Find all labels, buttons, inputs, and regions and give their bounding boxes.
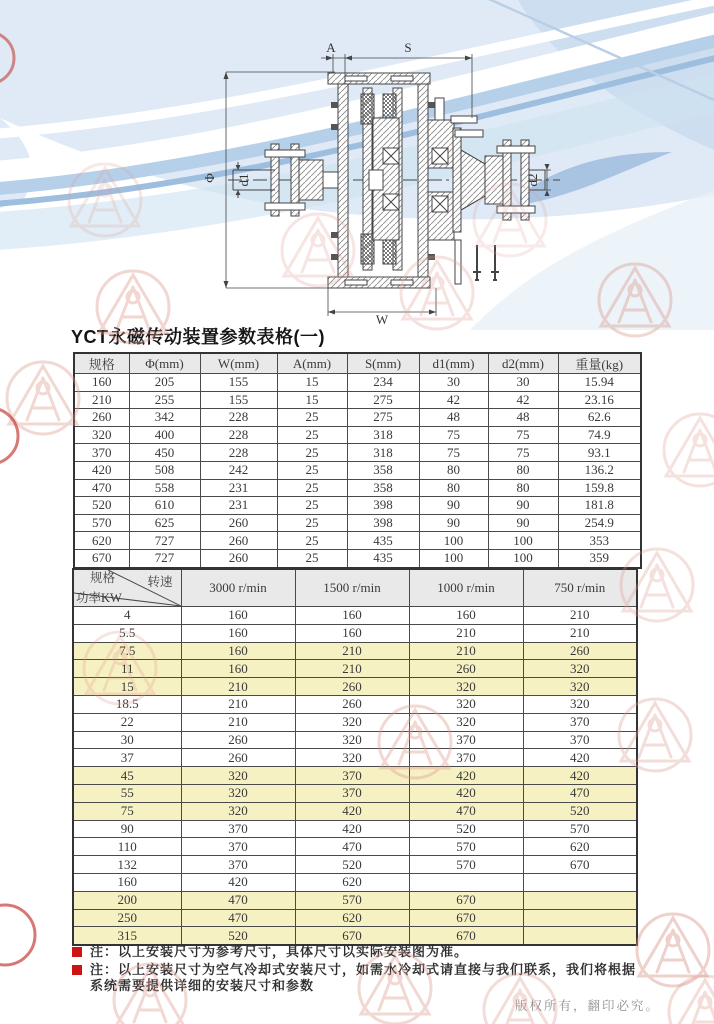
table-cell: 23.16 — [558, 391, 641, 409]
table-row — [73, 607, 637, 625]
table-row — [73, 642, 637, 660]
table-cell: 210 — [74, 391, 129, 409]
column-header: Φ(mm) — [129, 353, 200, 374]
table-cell: 315 — [73, 927, 181, 945]
table-cell: 670 — [295, 927, 409, 945]
table-cell: 420 — [74, 461, 129, 479]
notes-section — [72, 944, 644, 996]
table-cell: 435 — [347, 532, 419, 550]
table-cell: 210 — [523, 607, 637, 625]
table-cell: 275 — [347, 391, 419, 409]
table-cell: 210 — [295, 642, 409, 660]
table-cell: 25 — [277, 497, 347, 515]
table-cell: 420 — [181, 873, 295, 891]
table-cell: 93.1 — [558, 444, 641, 462]
table-row — [73, 713, 637, 731]
table-cell: 420 — [295, 820, 409, 838]
table-cell: 370 — [523, 713, 637, 731]
table-cell: 358 — [347, 479, 419, 497]
table-row — [73, 749, 637, 767]
table-cell: 210 — [295, 660, 409, 678]
table-cell: 320 — [181, 802, 295, 820]
table-row — [73, 731, 637, 749]
table-cell: 420 — [523, 749, 637, 767]
table-cell: 620 — [74, 532, 129, 550]
table-row — [73, 838, 637, 856]
table-cell: 7.5 — [73, 642, 181, 660]
table-row — [73, 678, 637, 696]
table-cell: 90 — [419, 497, 488, 515]
table-cell: 470 — [409, 802, 523, 820]
table-cell: 75 — [488, 444, 558, 462]
table-cell: 508 — [129, 461, 200, 479]
table-cell: 75 — [73, 802, 181, 820]
table-cell: 570 — [409, 856, 523, 874]
table-cell: 200 — [73, 891, 181, 909]
table-cell: 260 — [200, 514, 277, 532]
table-cell: 90 — [488, 514, 558, 532]
corner-label-power: 功率KW — [76, 591, 122, 605]
column-header: S(mm) — [347, 353, 419, 374]
table-row — [74, 374, 641, 392]
table-row — [74, 479, 641, 497]
table-cell: 400 — [129, 426, 200, 444]
table-cell: 520 — [295, 856, 409, 874]
table-cell: 370 — [181, 856, 295, 874]
table-cell: 48 — [419, 409, 488, 427]
table-cell: 25 — [277, 461, 347, 479]
table-cell: 160 — [74, 374, 129, 392]
table-cell: 160 — [409, 607, 523, 625]
table-cell: 160 — [295, 607, 409, 625]
note-bullet-square — [72, 947, 82, 957]
table-cell — [523, 873, 637, 891]
dimensions-parameters-table — [73, 352, 642, 569]
table-cell: 670 — [409, 927, 523, 945]
table-cell: 210 — [409, 642, 523, 660]
table-cell: 25 — [277, 514, 347, 532]
table-cell: 670 — [74, 549, 129, 567]
table-cell: 160 — [181, 642, 295, 660]
copyright-text: 版权所有，翻印必究。 — [514, 999, 660, 1013]
coupling-cross-section-diagram — [185, 32, 570, 324]
corner-label-spec: 规格 — [90, 571, 116, 585]
dim-label-s: S — [404, 40, 412, 55]
table-cell — [523, 909, 637, 927]
table-cell: 210 — [523, 624, 637, 642]
table-row — [73, 784, 637, 802]
corner-label-speed: 转速 — [147, 575, 173, 589]
table-cell: 370 — [74, 444, 129, 462]
table-cell: 470 — [181, 891, 295, 909]
table-cell: 470 — [74, 479, 129, 497]
table-cell: 231 — [200, 479, 277, 497]
table-cell: 275 — [347, 409, 419, 427]
column-header: d2(mm) — [488, 353, 558, 374]
table-cell: 260 — [523, 642, 637, 660]
table-cell: 370 — [181, 838, 295, 856]
table-cell: 320 — [523, 660, 637, 678]
table-cell: 228 — [200, 409, 277, 427]
dim-label-w: W — [375, 312, 389, 324]
dim-label-d1: d1 — [236, 173, 251, 187]
table-cell: 610 — [129, 497, 200, 515]
table-cell: 320 — [409, 713, 523, 731]
table-cell: 80 — [488, 479, 558, 497]
table-cell: 37 — [73, 749, 181, 767]
table-cell: 470 — [181, 909, 295, 927]
table-cell: 160 — [181, 624, 295, 642]
table-cell: 25 — [277, 444, 347, 462]
table-cell: 570 — [523, 820, 637, 838]
table-cell: 450 — [129, 444, 200, 462]
table-row — [74, 514, 641, 532]
table-cell — [523, 927, 637, 945]
table-cell: 242 — [200, 461, 277, 479]
table-cell: 570 — [74, 514, 129, 532]
table-cell: 160 — [181, 607, 295, 625]
table-cell: 155 — [200, 374, 277, 392]
table-cell: 25 — [277, 549, 347, 567]
table-row — [73, 767, 637, 785]
table-cell: 358 — [347, 461, 419, 479]
table-cell: 260 — [409, 660, 523, 678]
table-row — [74, 444, 641, 462]
table-cell: 25 — [277, 426, 347, 444]
table-cell — [409, 873, 523, 891]
table-cell: 155 — [200, 391, 277, 409]
table-row — [73, 820, 637, 838]
table-cell: 320 — [523, 678, 637, 696]
table-cell: 15 — [277, 374, 347, 392]
table-row — [73, 695, 637, 713]
corner-header-cell — [73, 569, 181, 607]
table-cell: 398 — [347, 514, 419, 532]
table-cell: 320 — [295, 731, 409, 749]
note-bullet-square — [72, 965, 82, 975]
table-cell: 25 — [277, 532, 347, 550]
column-header: 重量(kg) — [558, 353, 641, 374]
table-cell: 558 — [129, 479, 200, 497]
power-speed-table — [72, 568, 638, 946]
table-cell: 160 — [181, 660, 295, 678]
table-cell: 110 — [73, 838, 181, 856]
table-cell: 100 — [488, 549, 558, 567]
table-cell: 42 — [488, 391, 558, 409]
table-cell: 11 — [73, 660, 181, 678]
table-row — [73, 624, 637, 642]
table-row — [73, 927, 637, 945]
table-header-row — [73, 569, 637, 607]
table-cell: 160 — [73, 873, 181, 891]
table-cell: 80 — [419, 479, 488, 497]
page-title: YCT永磁传动装置参数表格(一) — [71, 327, 325, 347]
table-cell: 132 — [73, 856, 181, 874]
table-cell: 520 — [523, 802, 637, 820]
table-cell: 75 — [488, 426, 558, 444]
table-cell: 48 — [488, 409, 558, 427]
note-text: 注：以上安装尺寸为参考尺寸，具体尺寸以实际安装图为准。 — [90, 944, 469, 959]
table-cell: 420 — [523, 767, 637, 785]
table-row — [73, 909, 637, 927]
table-cell: 5.5 — [73, 624, 181, 642]
table-cell: 210 — [181, 695, 295, 713]
table-cell: 353 — [558, 532, 641, 550]
table-cell — [523, 891, 637, 909]
table-cell: 80 — [419, 461, 488, 479]
table-cell: 136.2 — [558, 461, 641, 479]
table-cell: 55 — [73, 784, 181, 802]
table-cell: 727 — [129, 549, 200, 567]
table-cell: 228 — [200, 426, 277, 444]
table-cell: 205 — [129, 374, 200, 392]
column-header: W(mm) — [200, 353, 277, 374]
table-cell: 210 — [181, 713, 295, 731]
table-cell: 100 — [488, 532, 558, 550]
table-cell: 75 — [419, 444, 488, 462]
table-cell: 320 — [295, 713, 409, 731]
table-cell: 90 — [73, 820, 181, 838]
table-cell: 181.8 — [558, 497, 641, 515]
table-cell: 670 — [409, 891, 523, 909]
table-cell: 4 — [73, 607, 181, 625]
table-cell: 255 — [129, 391, 200, 409]
table-cell: 231 — [200, 497, 277, 515]
column-header: 1000 r/min — [409, 569, 523, 607]
note-item — [72, 944, 644, 961]
table-cell: 420 — [409, 767, 523, 785]
table-cell: 15 — [277, 391, 347, 409]
column-header: A(mm) — [277, 353, 347, 374]
table-cell: 670 — [523, 856, 637, 874]
table-cell: 342 — [129, 409, 200, 427]
table-cell: 30 — [488, 374, 558, 392]
table-row — [73, 873, 637, 891]
table-cell: 370 — [523, 731, 637, 749]
table-row — [74, 391, 641, 409]
table-cell: 15 — [73, 678, 181, 696]
column-header: 1500 r/min — [295, 569, 409, 607]
table-cell: 318 — [347, 426, 419, 444]
table-cell: 620 — [523, 838, 637, 856]
table-cell: 370 — [181, 820, 295, 838]
table-cell: 320 — [409, 695, 523, 713]
table-row — [74, 549, 641, 567]
table-cell: 420 — [295, 802, 409, 820]
table-cell: 520 — [181, 927, 295, 945]
table-cell: 435 — [347, 549, 419, 567]
table-row — [74, 497, 641, 515]
dim-label-phi: Φ — [202, 173, 217, 183]
table-cell: 250 — [73, 909, 181, 927]
table-cell: 727 — [129, 532, 200, 550]
table-cell: 670 — [409, 909, 523, 927]
table-cell: 15.94 — [558, 374, 641, 392]
table-cell: 25 — [277, 479, 347, 497]
table-cell: 159.8 — [558, 479, 641, 497]
note-text: 注：以上安装尺寸为空气冷却式安装尺寸，如需水冷却式请直接与我们联系，我们将根据系统需要提供详细的安装尺寸和参数 — [90, 961, 637, 993]
table-cell: 260 — [295, 695, 409, 713]
table-cell: 320 — [181, 767, 295, 785]
table-cell: 260 — [181, 749, 295, 767]
table-cell: 74.9 — [558, 426, 641, 444]
column-header: 规格 — [74, 353, 129, 374]
column-header: d1(mm) — [419, 353, 488, 374]
table-cell: 260 — [200, 549, 277, 567]
table-cell: 470 — [295, 838, 409, 856]
table-cell: 520 — [74, 497, 129, 515]
table-row — [74, 532, 641, 550]
table-cell: 318 — [347, 444, 419, 462]
table-cell: 420 — [409, 784, 523, 802]
table-cell: 370 — [409, 731, 523, 749]
table-cell: 30 — [73, 731, 181, 749]
table-cell: 260 — [181, 731, 295, 749]
table-cell: 320 — [523, 695, 637, 713]
note-item — [72, 962, 644, 995]
table-cell: 234 — [347, 374, 419, 392]
table-cell: 62.6 — [558, 409, 641, 427]
table-row — [74, 409, 641, 427]
table-cell: 370 — [295, 767, 409, 785]
table-cell: 320 — [409, 678, 523, 696]
table-cell: 370 — [409, 749, 523, 767]
table-cell: 320 — [295, 749, 409, 767]
table-cell: 520 — [409, 820, 523, 838]
table-cell: 320 — [181, 784, 295, 802]
table-cell: 254.9 — [558, 514, 641, 532]
table-cell: 80 — [488, 461, 558, 479]
table-row — [73, 802, 637, 820]
table-cell: 570 — [295, 891, 409, 909]
table-cell: 75 — [419, 426, 488, 444]
table-cell: 620 — [295, 909, 409, 927]
table-cell: 210 — [409, 624, 523, 642]
table-cell: 228 — [200, 444, 277, 462]
table-cell: 260 — [74, 409, 129, 427]
table-cell: 90 — [419, 514, 488, 532]
table-cell: 398 — [347, 497, 419, 515]
table-cell: 359 — [558, 549, 641, 567]
column-header: 3000 r/min — [181, 569, 295, 607]
table-row — [73, 856, 637, 874]
table-cell: 470 — [523, 784, 637, 802]
dim-label-d2: d2 — [525, 173, 540, 187]
table-row — [74, 426, 641, 444]
table-cell: 620 — [295, 873, 409, 891]
table-cell: 45 — [73, 767, 181, 785]
table-cell: 42 — [419, 391, 488, 409]
table-cell: 570 — [409, 838, 523, 856]
table-cell: 90 — [488, 497, 558, 515]
table-cell: 625 — [129, 514, 200, 532]
table-cell: 370 — [295, 784, 409, 802]
table-cell: 22 — [73, 713, 181, 731]
table-row — [74, 461, 641, 479]
table-cell: 160 — [295, 624, 409, 642]
table-cell: 100 — [419, 549, 488, 567]
table-cell: 25 — [277, 409, 347, 427]
table-cell: 260 — [200, 532, 277, 550]
table-header-row — [74, 353, 641, 374]
table-cell: 210 — [181, 678, 295, 696]
column-header: 750 r/min — [523, 569, 637, 607]
table-row — [73, 660, 637, 678]
table-cell: 100 — [419, 532, 488, 550]
table-row — [73, 891, 637, 909]
dim-label-a: A — [326, 40, 336, 55]
table-cell: 260 — [295, 678, 409, 696]
table-cell: 30 — [419, 374, 488, 392]
table-cell: 18.5 — [73, 695, 181, 713]
table-cell: 320 — [74, 426, 129, 444]
